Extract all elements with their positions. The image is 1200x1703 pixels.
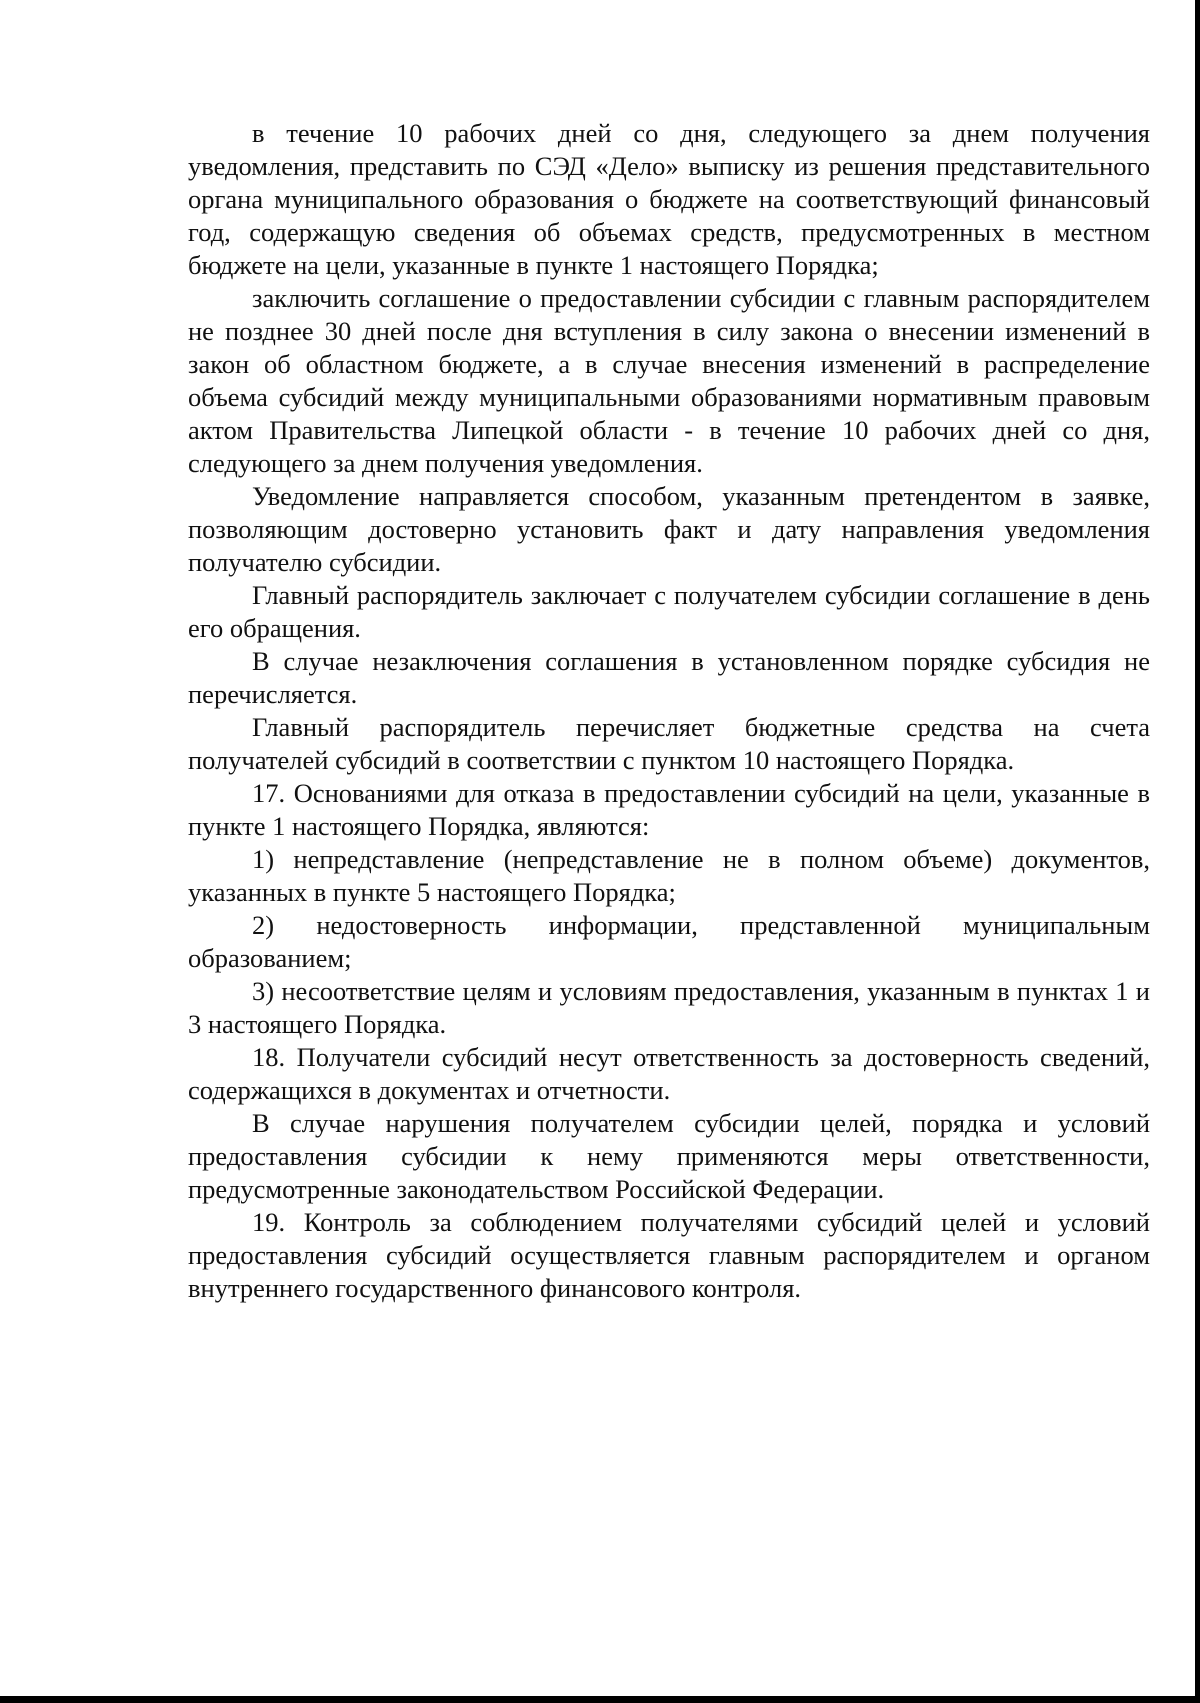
paragraph-notification-deadline: в течение 10 рабочих дней со дня, следующего за днем получения уведомления, представить по СЭД «Дело» выписку из решения представительного органа муниципального образования о бюджете на соответствующий финансовый год, содержащую сведения об объемах средств, предусмотренных в местном бюджете на цели, указанные в пункте 1 настоящего Порядка; [188, 118, 1150, 280]
page-edge-bottom [0, 1696, 1200, 1703]
paragraph-conclude-agreement: заключить соглашение о предоставлении субсидии с главным распорядителем не позднее 30 дней после дня вступления в силу закона о внесении изменений в закон об областном бюджете, а в случае внесения изменений в распределение объема субсидий между муниципальными образованиями нормативным правовым актом Правительства Липецкой области - в течение 10 рабочих дней со дня, следующего за днем получения уведомления. [188, 283, 1150, 478]
paragraph-violation-measures: В случае нарушения получателем субсидии целей, порядка и условий предоставления субсидии к нему применяются меры ответственности, предусмотренные законодательством Российской Федерации. [188, 1108, 1150, 1204]
list-item-ground-1: 1) непредставление (непредставление не в полном объеме) документов, указанных в пункте 5 настоящего Порядка; [188, 844, 1150, 907]
document-body [188, 117, 1150, 1305]
list-item-ground-2: 2) недостоверность информации, представленной муниципальным образованием; [188, 910, 1150, 973]
list-item-ground-3: 3) несоответствие целям и условиям предоставления, указанным в пунктах 1 и 3 настоящего Порядка. [188, 976, 1150, 1039]
page-edge-right [1195, 0, 1200, 1703]
paragraph-19-control: 19. Контроль за соблюдением получателями субсидий целей и условий предоставления субсидий осуществляется главным распорядителем и органом внутреннего государственного финансового контроля. [188, 1207, 1150, 1303]
paragraph-17-refusal-grounds: 17. Основаниями для отказа в предоставлении субсидий на цели, указанные в пункте 1 настоящего Порядка, являются: [188, 778, 1150, 841]
paragraph-notification-method: Уведомление направляется способом, указанным претендентом в заявке, позволяющим достоверно установить факт и дату направления уведомления получателю субсидии. [188, 481, 1150, 577]
paragraph-transfer-funds: Главный распорядитель перечисляет бюджетные средства на счета получателей субсидий в соответствии с пунктом 10 настоящего Порядка. [188, 712, 1150, 775]
paragraph-agreement-day: Главный распорядитель заключает с получателем субсидии соглашение в день его обращения. [188, 580, 1150, 643]
paragraph-18-responsibility: 18. Получатели субсидий несут ответственность за достоверность сведений, содержащихся в документах и отчетности. [188, 1042, 1150, 1105]
paragraph-no-agreement: В случае незаключения соглашения в установленном порядке субсидия не перечисляется. [188, 646, 1150, 709]
